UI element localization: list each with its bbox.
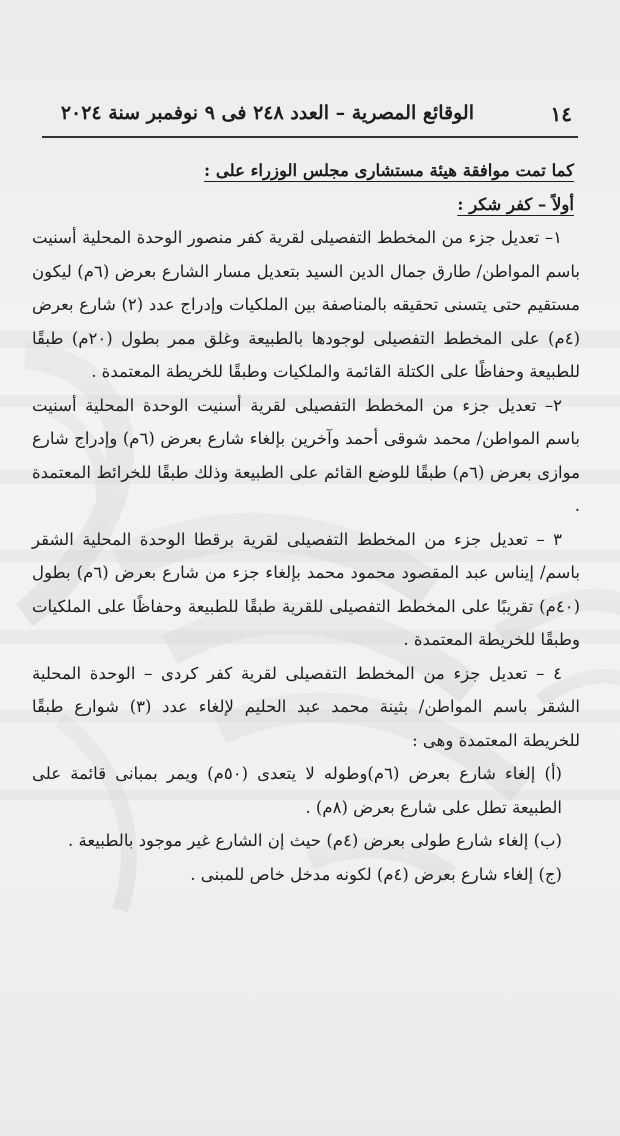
document-body	[32, 154, 580, 891]
subitem-c: (ج) إلغاء شارع بعرض (٤م) لكونه مدخل خاص للمبنى .	[190, 864, 562, 884]
header-divider	[42, 136, 578, 138]
paragraph-item-4: ٤ – تعديل جزء من المخطط التفصيلى لقرية كفر كردى – الوحدة المحلية الشقر باسم المواطن/ بثينة محمد عبد الحليم لإلغاء عدد (٣) شوارع طبقًا للخريطة المعتمدة وهى :	[32, 663, 580, 750]
header-title: الوقائع المصرية – العدد ٢٤٨ فى ٩ نوفمبر سنة ٢٠٢٤	[60, 102, 474, 124]
paragraph-item-3: ٣ – تعديل جزء من المخطط التفصيلى لقرية برقطا الوحدة المحلية الشقر باسم/ إيناس عبد المقصود محمود محمد بإلغاء جزء من شارع بعرض (٦م) بطول (٤٠م) تقريبًا على المخطط التفصيلى للقرية طبقًا للطبيعة وحفاظًا على الملكيات وطبقًا للخريطة المعتمدة .	[32, 529, 580, 649]
section-title: أولاً – كفر شكر :	[457, 194, 574, 214]
page-header	[28, 98, 592, 134]
intro-line: كما تمت موافقة هيئة مستشارى مجلس الوزراء على :	[204, 161, 574, 180]
paragraph-item-2: ٢– تعديل جزء من المخطط التفصيلى لقرية أسنيت الوحدة المحلية أسنيت باسم المواطن/ محمد شوقى أحمد وآخرين بإلغاء شارع بعرض (٦م) وإدراج شارع موازى بعرض (٦م) طبقًا للوضع القائم على الطبيعة وذلك طبقًا للخرائط المعتمدة .	[32, 395, 580, 515]
paragraph-item-1: ١– تعديل جزء من المخطط التفصيلى لقرية كفر منصور الوحدة المحلية أسنيت باسم المواطن/ طارق جمال الدين السيد بتعديل مسار الشارع بعرض (٦م) ليكون مستقيم حتى يتسنى تحقيقه بالمناصفة بين الملكيات وإدراج عدد (٢) شارع بعرض (٤م) على المخطط التفصيلى لوجودها بالطبيعة وغلق ممر بطول (٢٠م) طبقًا للطبيعة وحفاظًا على الكتلة القائمة والملكيات وطبقًا للخريطة المعتمدة .	[32, 228, 581, 381]
subitem-a: (أ) إلغاء شارع بعرض (٦م)وطوله لا يتعدى (٥٠م) ويمر بمبانى قائمة على الطبيعة تطل على شارع بعرض (٨م) .	[32, 764, 562, 817]
subitem-b: (ب) إلغاء شارع طولى بعرض (٤م) حيث إن الشارع غير موجود بالطبيعة .	[68, 831, 562, 850]
page-number: ١٤	[550, 102, 572, 126]
